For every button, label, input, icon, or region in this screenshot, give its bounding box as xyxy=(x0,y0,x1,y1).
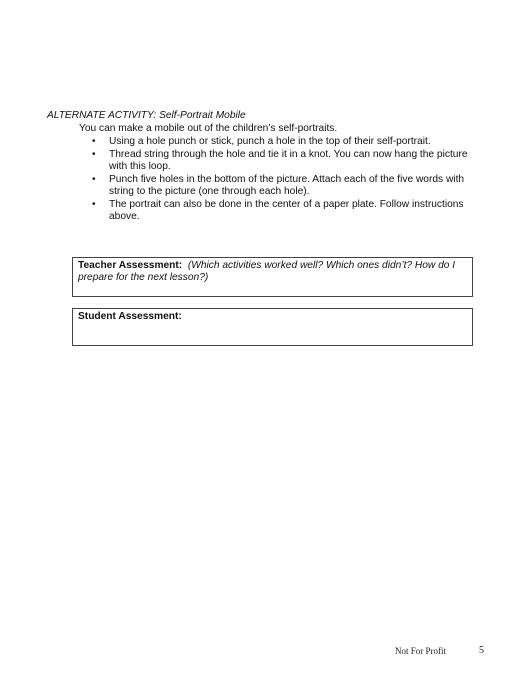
bullet-icon: • xyxy=(92,199,96,210)
list-item-text: Using a hole punch or stick, punch a hole in the top of their self-portrait. xyxy=(109,136,431,147)
list-item xyxy=(92,174,487,198)
list-item-text: The portrait can also be done in the center of a paper plate. Follow instructions above. xyxy=(109,199,464,222)
teacher-assessment-box xyxy=(72,257,473,297)
list-item xyxy=(92,136,487,148)
list-item-text: Thread string through the hole and tie it in a knot. You can now hang the picture with this loop. xyxy=(109,149,468,172)
teacher-assessment-label: Teacher Assessment: xyxy=(78,260,183,271)
student-assessment-box xyxy=(72,308,473,346)
page-number: 5 xyxy=(479,645,484,656)
footer-text: Not For Profit xyxy=(395,646,447,656)
bullet-icon: • xyxy=(92,174,96,185)
list-item xyxy=(92,149,487,173)
teacher-assessment-note: (Which activities worked well? Which ones didn’t? How do I prepare for the next lesson?) xyxy=(78,260,456,283)
list-item xyxy=(92,199,487,223)
list-item-text: Punch five holes in the bottom of the picture. Attach each of the five words with string to the picture (one through each hole). xyxy=(109,174,465,197)
activity-heading: ALTERNATE ACTIVITY: Self-Portrait Mobile xyxy=(47,110,246,121)
student-assessment-label: Student Assessment: xyxy=(78,311,182,322)
instruction-list xyxy=(92,136,487,224)
bullet-icon: • xyxy=(92,136,96,147)
activity-intro: You can make a mobile out of the children’s self-portraits. xyxy=(79,123,338,134)
bullet-icon: • xyxy=(92,149,96,160)
